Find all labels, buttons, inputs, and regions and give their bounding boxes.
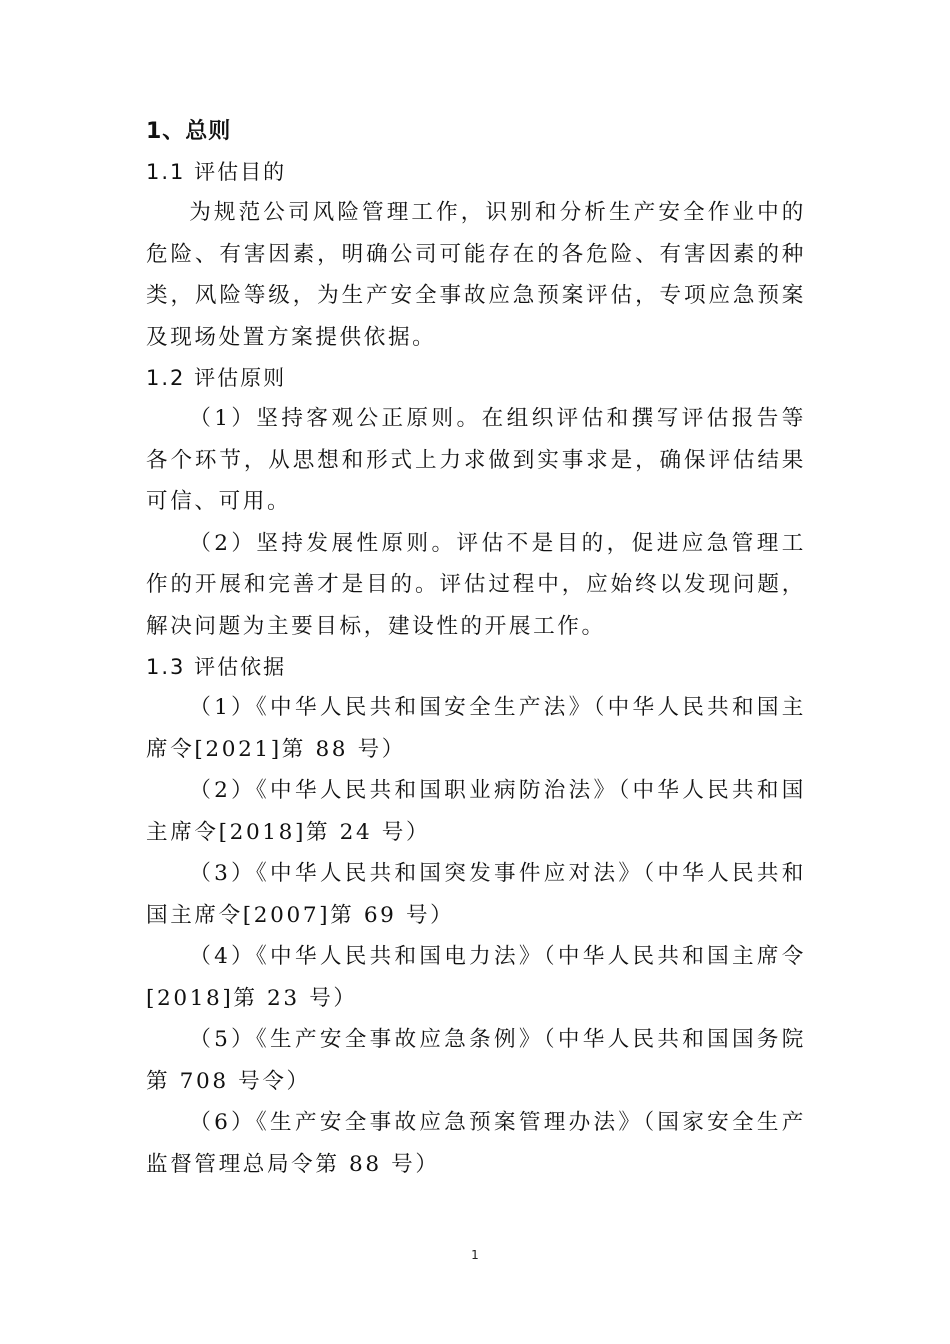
chapter-heading: 1、总则 — [146, 119, 232, 144]
section-title: 1.1 评估目的 — [146, 160, 287, 184]
page-number: 1 — [471, 1248, 479, 1262]
section-title: 1.2 评估原则 — [146, 366, 287, 390]
paragraph: 为规范公司风险管理工作，识别和分析生产安全作业中的危险、有害因素，明确公司可能存在的各危险、有害因素的种类，风险等级，为生产安全事故应急预案评估，专项应急预案及现场处置方案提供依据。 — [146, 200, 806, 350]
page-content — [146, 112, 806, 1185]
list-item: （3）《中华人民共和国突发事件应对法》（中华人民共和国主席令[2007]第 69 号） — [146, 861, 806, 928]
list-item: （1）《中华人民共和国安全生产法》（中华人民共和国主席令[2021]第 88 号） — [146, 695, 806, 762]
paragraph: （2）坚持发展性原则。评估不是目的，促进应急管理工作的开展和完善才是目的。评估过程中，应始终以发现问题，解决问题为主要目标，建设性的开展工作。 — [146, 530, 806, 639]
list-item: （2）《中华人民共和国职业病防治法》（中华人民共和国主席令[2018]第 24 号） — [146, 778, 806, 845]
list-item: （5）《生产安全事故应急条例》（中华人民共和国国务院第 708 号令） — [146, 1027, 806, 1094]
list-item: （6）《生产安全事故应急预案管理办法》（国家安全生产监督管理总局令第 88 号） — [146, 1110, 806, 1177]
list-item: （4）《中华人民共和国电力法》（中华人民共和国主席令[2018]第 23 号） — [146, 944, 806, 1011]
section-title: 1.3 评估依据 — [146, 655, 287, 679]
paragraph: （1）坚持客观公正原则。在组织评估和撰写评估报告等各个环节，从思想和形式上力求做到实事求是，确保评估结果可信、可用。 — [146, 406, 806, 514]
